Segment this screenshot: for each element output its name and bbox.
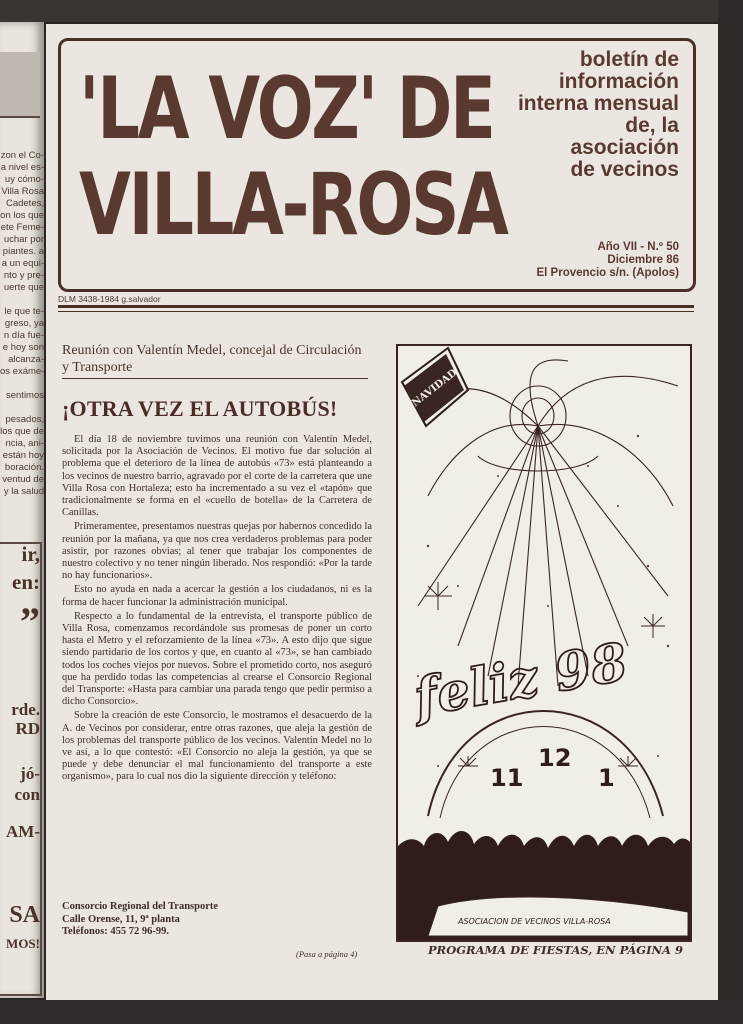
design-credit: DLM 3438-1984 g.salvador <box>58 294 161 304</box>
contact-address <box>62 901 362 939</box>
previous-page-text-line: a nivel es- <box>0 162 44 173</box>
issue-number: Año VII - N.º 50 <box>597 241 679 253</box>
previous-page-text-line: pesados, <box>5 414 44 425</box>
previous-page-text-line: a un equi- <box>1 258 44 269</box>
previous-page-text-line <box>0 378 44 390</box>
clock-number: 1 <box>598 764 615 792</box>
divider-rule <box>58 305 694 308</box>
article-paragraph: Primeramentee, presentamos nuestras quejas por habernos concedido la reunión por la mañana, ya que nos crea verdaderos problemas para poder asistir, por razones obvias; al tener que trabajar los componentes de nuestro colectivo y no tener ningún liberado. Nos respondió: «Por la tarde no hay funcionarios». <box>62 521 372 582</box>
divider-rule <box>62 378 368 379</box>
previous-page-big-text: ir, <box>21 542 40 566</box>
address-line: Teléfonos: 455 72 96-99. <box>62 926 169 937</box>
article-kicker: Reunión con Valentín Medel, concejal de Circulación y Transporte <box>62 343 362 375</box>
previous-page-big-text: rde. <box>11 700 40 719</box>
previous-page-text-line: nto y pre- <box>3 270 44 281</box>
previous-page-big-text: AM- <box>6 822 40 841</box>
previous-page-big-text: con <box>14 785 40 804</box>
continued-note: (Pasa a página 4) <box>296 949 358 959</box>
clock-number: 12 <box>538 744 572 772</box>
greeting-text: feliz 98 <box>409 631 632 729</box>
previous-page-text-line: on los que <box>0 210 44 221</box>
previous-page-text-line: ete Feme- <box>0 222 44 233</box>
previous-page-text-line: uerte que <box>3 282 44 293</box>
previous-page-text-line: n día fue- <box>3 330 44 341</box>
subtitle-line: asociación <box>570 136 679 159</box>
previous-page-header-block <box>0 52 40 118</box>
previous-page-text-line: le que te- <box>4 306 44 317</box>
previous-page-text-line: los que de <box>0 426 44 437</box>
address-line: Calle Orense, 11, 9ª planta <box>62 913 180 925</box>
scan-background-bottom <box>0 1000 743 1024</box>
firework-lines <box>418 360 678 686</box>
divider-rule <box>58 311 694 312</box>
issue-date: Diciembre 86 <box>607 254 679 266</box>
issue-info <box>537 241 680 280</box>
article-paragraph: Esto no ayuda en nada a acercar la gestión a los ciudadanos, ni es la forma de hacer funcionar la administración municipal. <box>62 584 372 608</box>
article-paragraph: El día 18 de noviembre tuvimos una reunión con Valentín Medel, solicitada por la Asociación de Vecinos. El motivo fue dar solución al problema que el deterioro de la línea de autobús «73» está planteando a los vecinos de nuestro barrio, agravado por el corte de la carretera que une Villa Rosa con Hortaleza; esto ha incrementado a su vez el «tapón» que tradicionalmente se forma en el «cuello de botella» de la Carretera de Canillas. <box>62 434 372 519</box>
article-paragraph: Sobre la creación de este Consorcio, le mostramos el desacuerdo de la A. de Vecinos por considerar, entre otras razones, que aleja la gestión de los problemas del transporte público de los vecinos. Valentín Medel no lo ve así, a lo que contestó: «El Consorcio no aleja la gestión, ya que se puede y debe denunciar el mal funcionamiento del transporte a este organismo», para lo cual nos dio la siguiente dirección y teléfono: <box>62 710 372 783</box>
scan-background-right <box>718 0 743 1024</box>
subtitle-line: de vecinos <box>570 158 679 181</box>
article-body <box>62 434 372 786</box>
previous-page-text-line: Cadetes, <box>5 198 44 209</box>
previous-page-text-line: piantes. a <box>2 246 44 257</box>
article-headline: ¡OTRA VEZ EL AUTOBÚS! <box>62 396 338 421</box>
previous-page-text-line: boración. <box>4 462 44 473</box>
newspaper-page <box>46 24 718 1000</box>
subtitle-line: de, la <box>625 114 679 137</box>
masthead <box>58 38 696 292</box>
previous-page-text <box>0 150 44 498</box>
christmas-illustration <box>396 344 692 942</box>
subtitle-line: información <box>558 70 679 93</box>
masthead-title <box>79 59 507 255</box>
clock-number: 11 <box>490 764 524 792</box>
previous-page-text-line: y la salud <box>3 486 44 497</box>
previous-page-big-text: RD <box>15 719 40 738</box>
previous-page-text-line: sentimos <box>5 390 44 401</box>
previous-page-text-line <box>0 402 44 414</box>
previous-page-text-line: os exáme- <box>0 366 44 377</box>
banner-text: NAVIDAD <box>410 367 460 410</box>
previous-page-text-line: e hoy son <box>2 342 44 353</box>
masthead-title-line: 'LA VOZ' DE <box>79 59 494 159</box>
previous-page-text-line: alcanza- <box>8 354 44 365</box>
previous-page-text-line: uy cómo- <box>4 174 44 185</box>
address-line: Consorcio Regional del Transporte <box>62 901 219 912</box>
previous-page-text-line <box>0 294 44 306</box>
previous-page-text-line: Villa Rosa <box>1 186 44 197</box>
previous-page-text-line: ncia, ani- <box>5 438 44 449</box>
illustration-drawing <box>398 346 690 940</box>
signature-text: ASOCIACION DE VECINOS VILLA-ROSA <box>458 917 611 926</box>
previous-page-text-line: ventud de <box>2 474 44 485</box>
previous-page-big-text: MOS! <box>6 936 40 951</box>
illustration-caption: PROGRAMA DE FIESTAS, EN PÁGINA 9 <box>428 943 683 957</box>
previous-page-text-line: zon el Co- <box>0 150 44 161</box>
previous-page-text-line: uchar por <box>3 234 44 245</box>
previous-page-big-text: jó- <box>20 764 40 783</box>
previous-page-text-line: greso, ya <box>4 318 44 329</box>
masthead-title-line: VILLA-ROSA <box>79 155 507 255</box>
previous-page-text-line: están hoy <box>2 450 44 461</box>
masthead-subtitle <box>479 49 679 181</box>
subtitle-line: interna mensual <box>517 92 679 115</box>
scan-background-top <box>0 0 743 22</box>
previous-page-big-text: en: <box>12 570 40 594</box>
article-paragraph: Respecto a lo fundamental de la entrevista, el transporte público de Villa Rosa, comenzamos recordándole sus promesas de poner un corto hasta el Metro y el reforzamiento de la línea «73». A esto dijo que sigue siendo partidario de los cortos y que, en cuanto al «73», se han cambiado todos los coches viejos por nuevos. Sobre el prometido corto, nos aseguró que ha perdido todas las competencias al crearse el Consorcio Regional del Transporte: «Hasta para cambiar una parada tengo que pedir permiso a dicho Consorcio». <box>62 610 372 708</box>
previous-page-edge <box>0 22 44 998</box>
issue-address: El Provencio s/n. (Apolos) <box>536 267 679 279</box>
previous-page-big-text: SA <box>9 902 40 928</box>
previous-page-big-text: ” <box>20 599 40 644</box>
subtitle-line: boletín de <box>579 48 679 71</box>
